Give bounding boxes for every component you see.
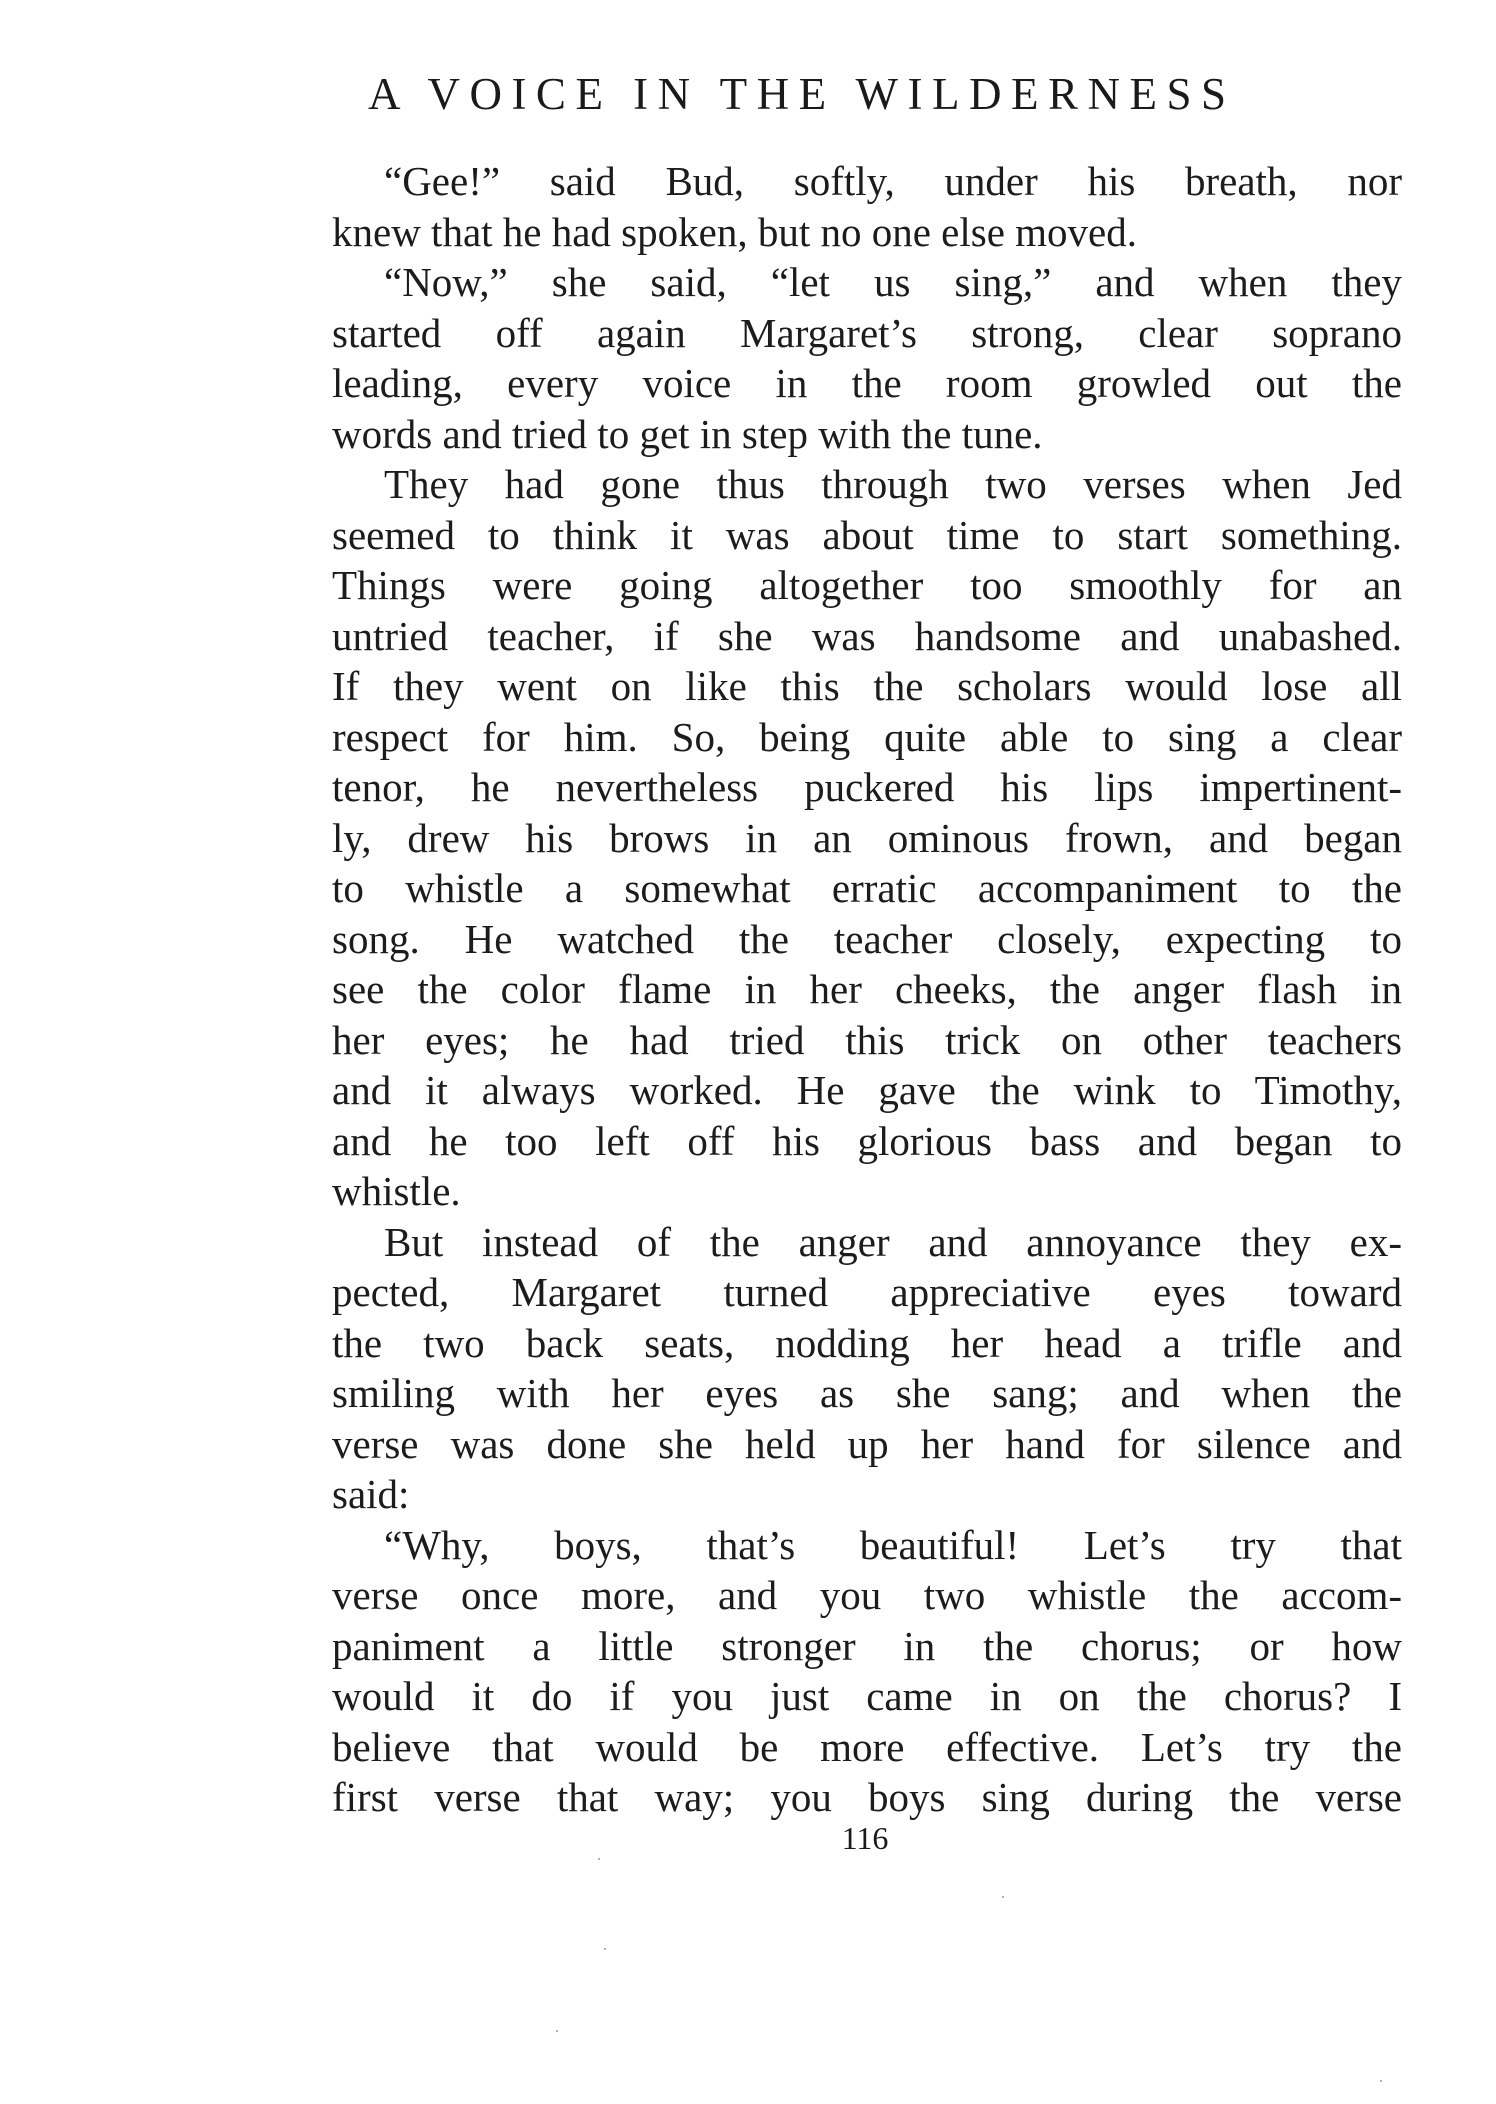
text-line: ly, drew his brows in an ominous frown, and began — [332, 814, 1402, 861]
text-line: They had gone thus through two verses when Jed — [384, 461, 1402, 507]
text-line: knew that he had spoken, but no one else moved. — [332, 208, 1138, 255]
text-line: “Gee!” said Bud, softly, under his breath, nor — [384, 158, 1402, 204]
text-line: If they went on like this the scholars would lose all — [332, 663, 1402, 709]
text-line: see the color flame in her cheeks, the anger flash in — [332, 966, 1402, 1012]
text-line: Things were going altogether too smoothly for an — [332, 562, 1402, 608]
text-line: respect for him. So, being quite able to sing a clear — [332, 713, 1402, 760]
text-line: started off again Margaret’s strong, clear soprano — [332, 309, 1402, 356]
text-line: tenor, he nevertheless puckered his lips impertinent- — [332, 764, 1402, 810]
text-line: and it always worked. He gave the wink to Timothy, — [332, 1067, 1402, 1113]
text-line: said: — [332, 1471, 410, 1517]
text-line: would it do if you just came in on the chorus? I — [332, 1673, 1402, 1719]
text-line: “Why, boys, that’s beautiful! Let’s try that — [384, 1521, 1402, 1568]
text-line: pected, Margaret turned appreciative eyes toward — [332, 1269, 1402, 1315]
running-head: A VOICE IN THE WILDERNESS — [368, 69, 1236, 119]
text-line: words and tried to get in step with the tune. — [332, 410, 1043, 457]
paper-speck — [604, 1948, 606, 1950]
text-line: to whistle a somewhat erratic accompaniment to the — [332, 865, 1402, 911]
text-line: verse was done she held up her hand for silence and — [332, 1420, 1402, 1467]
paper-speck — [1380, 2080, 1382, 2082]
text-line: believe that would be more effective. Let’s try the — [332, 1723, 1402, 1770]
text-line: verse once more, and you two whistle the accom- — [332, 1572, 1402, 1618]
text-line: and he too left off his glorious bass and began to — [332, 1117, 1402, 1164]
text-line: first verse that way; you boys sing during the verse — [332, 1774, 1402, 1820]
text-line: whistle. — [332, 1168, 461, 1214]
text-line: the two back seats, nodding her head a trifle and — [332, 1319, 1402, 1366]
paper-speck — [556, 2030, 558, 2032]
paper-speck — [1002, 1896, 1004, 1898]
page-number: 116 — [841, 1820, 889, 1856]
text-line: untried teacher, if she was handsome and unabashed. — [332, 612, 1402, 659]
text-line: leading, every voice in the room growled out the — [332, 360, 1402, 406]
text-line: paniment a little stronger in the chorus; or how — [332, 1622, 1402, 1669]
text-line: song. He watched the teacher closely, expecting to — [332, 915, 1402, 962]
text-line: seemed to think it was about time to start something. — [332, 511, 1402, 558]
body-text — [332, 156, 1402, 1823]
text-line: her eyes; he had tried this trick on other teachers — [332, 1016, 1402, 1063]
text-line: “Now,” she said, “let us sing,” and when they — [384, 259, 1402, 305]
text-line: But instead of the anger and annoyance they ex- — [384, 1218, 1402, 1265]
paper-speck — [598, 1858, 600, 1860]
text-line: smiling with her eyes as she sang; and when the — [332, 1370, 1402, 1416]
